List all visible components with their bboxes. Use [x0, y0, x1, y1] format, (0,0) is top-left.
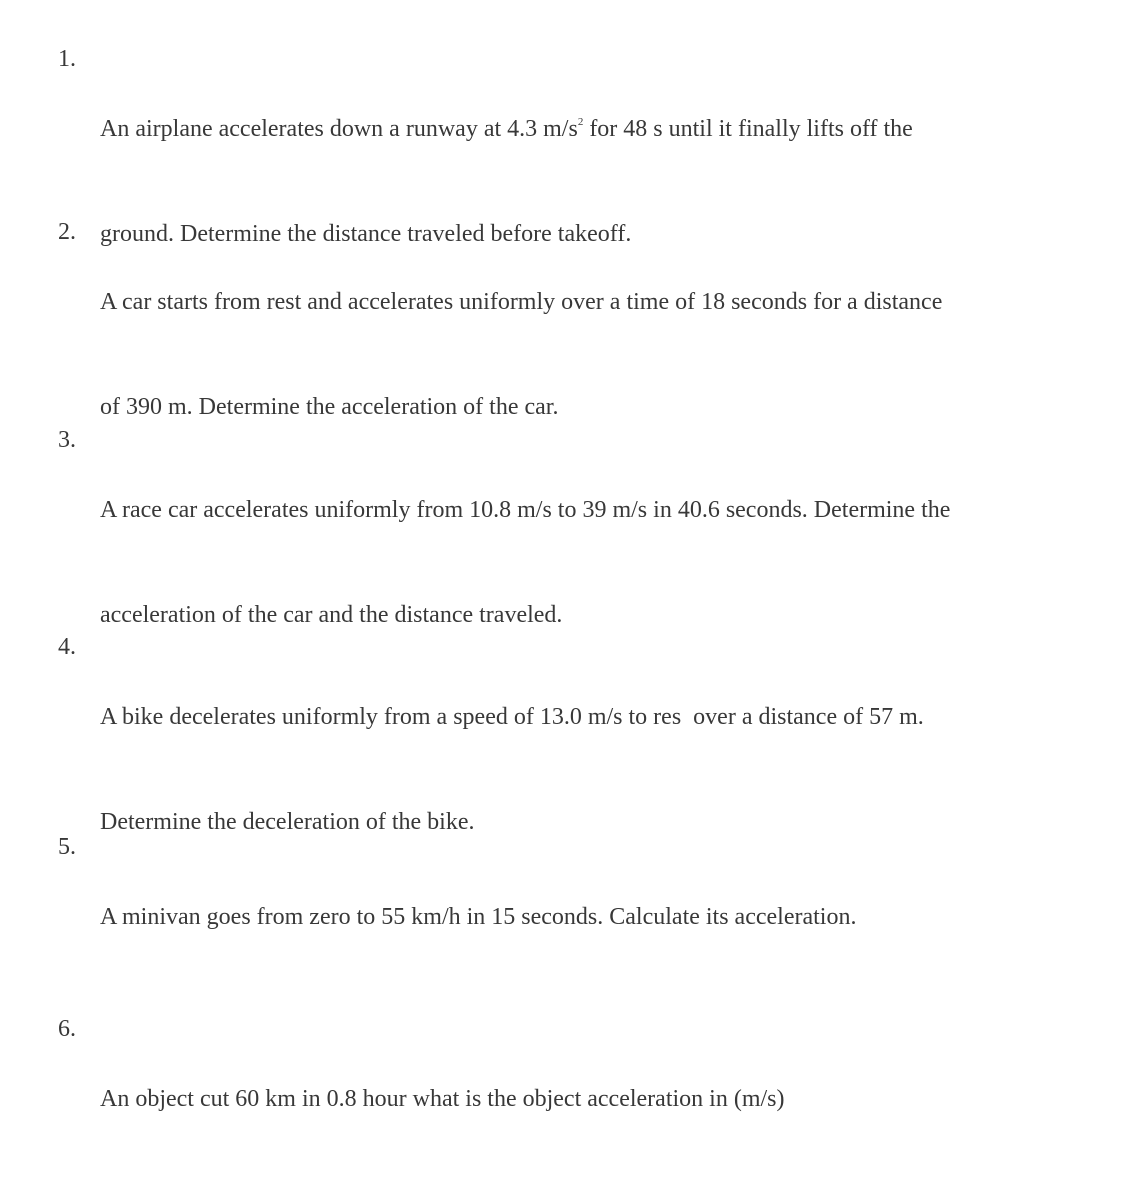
problem-line: A bike decelerates uniformly from a speed of 13.0 m/s to res over a distance of 57 m. — [100, 704, 924, 730]
problem-number: 6. — [58, 1016, 76, 1042]
problem-line: acceleration of the car and the distance traveled. — [100, 602, 563, 628]
problem-number: 2. — [58, 219, 76, 245]
problem-5 — [58, 830, 1058, 1005]
problem-number: 5. — [58, 834, 76, 860]
problem-line: A car starts from rest and accelerates uniformly over a time of 18 seconds for a distance — [100, 289, 943, 315]
problem-line-part: for 48 s until it finally lifts off the — [583, 116, 913, 142]
problem-6 — [58, 1012, 1058, 1187]
problem-text — [100, 1012, 1058, 1187]
problem-line: An object cut 60 km in 0.8 hour what is the object acceleration in (m/s) — [100, 1086, 785, 1112]
problem-number: 4. — [58, 634, 76, 660]
problem-number: 3. — [58, 427, 76, 453]
problem-number: 1. — [58, 46, 76, 72]
problem-line: of 390 m. Determine the acceleration of the car. — [100, 394, 559, 420]
superscript: 2 — [577, 116, 584, 128]
problem-line: A race car accelerates uniformly from 10.8 m/s to 39 m/s in 40.6 seconds. Determine the — [100, 497, 951, 523]
problem-line: ground. Determine the distance traveled before takeoff. — [100, 221, 632, 247]
problem-line: Determine the deceleration of the bike. — [100, 809, 475, 835]
problem-line — [100, 112, 1058, 147]
problem-line: A minivan goes from zero to 55 km/h in 15 seconds. Calculate its acceleration. — [100, 904, 857, 930]
problem-text — [100, 830, 1058, 1005]
problem-line-part: An airplane accelerates down a runway at 4.3 m/s — [100, 116, 578, 142]
